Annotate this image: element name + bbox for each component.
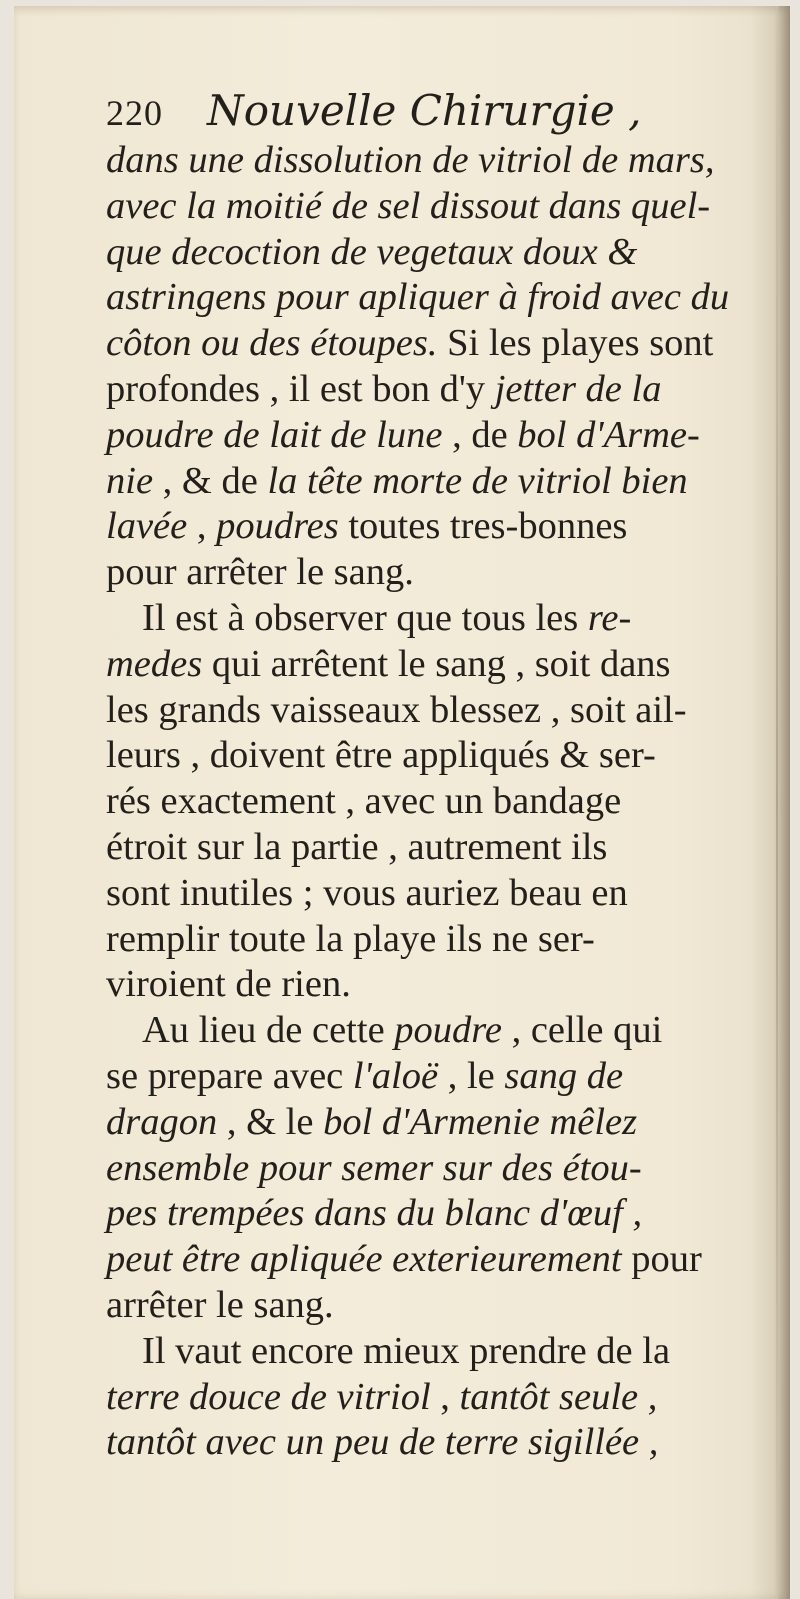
italic-text: re- bbox=[587, 596, 632, 639]
text-line bbox=[106, 275, 732, 321]
text-line bbox=[106, 367, 732, 413]
italic-text: avec la moitié de sel dissout dans quel- bbox=[106, 184, 711, 227]
text-line bbox=[106, 1375, 732, 1421]
italic-text: jetter de la bbox=[494, 367, 662, 410]
italic-text: poudres bbox=[216, 505, 339, 548]
page-number: 220 bbox=[106, 93, 163, 133]
italic-text: lavée bbox=[106, 505, 188, 548]
roman-text: rés exactement , avec un bandage bbox=[106, 780, 622, 823]
italic-text: dans une dissolution de vitriol de mars, bbox=[106, 139, 715, 181]
text-line bbox=[106, 1008, 732, 1054]
roman-text: étroit sur la partie , autrement ils bbox=[106, 825, 608, 868]
roman-text: leurs , doivent être appliqués & ser- bbox=[106, 734, 656, 777]
roman-text: profondes , il est bon d'y bbox=[106, 367, 495, 410]
italic-text: tantôt seule , bbox=[459, 1375, 658, 1418]
roman-text: pour arrêter le sang. bbox=[106, 551, 414, 594]
italic-text: ensemble pour semer sur des étou- bbox=[106, 1146, 642, 1189]
text-line bbox=[106, 962, 732, 1008]
roman-text: Il vaut encore mieux prendre de la bbox=[142, 1329, 671, 1372]
text-line bbox=[106, 1191, 732, 1237]
italic-text: sang de bbox=[504, 1054, 624, 1097]
italic-text: la tête morte de vitriol bien bbox=[267, 459, 688, 502]
text-line bbox=[106, 733, 732, 779]
italic-text: astringens pour apliquer à froid avec du bbox=[106, 276, 730, 319]
italic-text: dragon bbox=[106, 1100, 218, 1143]
text-line bbox=[106, 504, 732, 550]
text-line bbox=[106, 550, 732, 596]
text-line bbox=[106, 321, 732, 367]
roman-text: pour bbox=[621, 1238, 702, 1281]
text-line bbox=[106, 1100, 732, 1146]
page-edge bbox=[776, 6, 778, 1599]
italic-text: pes trempées dans du blanc d'œuf , bbox=[106, 1192, 643, 1235]
text-line bbox=[106, 1420, 732, 1466]
roman-text: Au lieu de cette bbox=[142, 1009, 395, 1052]
roman-text: viroient de rien. bbox=[106, 963, 351, 1006]
text-line bbox=[106, 688, 732, 734]
italic-text: l'aloë bbox=[352, 1054, 439, 1097]
italic-text: medes bbox=[106, 642, 203, 685]
text-line bbox=[106, 1054, 732, 1100]
italic-text: que decoction de vegetaux doux & bbox=[106, 230, 638, 273]
text-line bbox=[106, 825, 732, 871]
italic-text: terre douce de vitriol bbox=[106, 1375, 431, 1418]
text-line bbox=[106, 1283, 732, 1329]
italic-text: côton ou des étoupes. bbox=[106, 322, 438, 365]
roman-text: , celle qui bbox=[501, 1009, 663, 1052]
roman-text: , bbox=[187, 505, 217, 548]
paragraph-3 bbox=[106, 1008, 732, 1329]
italic-text: poudre bbox=[394, 1009, 502, 1052]
text-line bbox=[106, 917, 732, 963]
italic-text: bol d'Armenie mêlez bbox=[323, 1100, 638, 1143]
text-line bbox=[106, 871, 732, 917]
text-line bbox=[106, 779, 732, 825]
italic-text: bol d'Arme- bbox=[517, 413, 700, 456]
roman-text: remplir toute la playe ils ne ser- bbox=[106, 917, 595, 960]
italic-text: nie bbox=[106, 459, 154, 502]
text-line bbox=[106, 1146, 732, 1192]
text-line bbox=[106, 230, 732, 276]
roman-text: , bbox=[430, 1375, 460, 1418]
text-line bbox=[106, 596, 732, 642]
paragraph-4 bbox=[106, 1329, 732, 1466]
roman-text: les grands vaisseaux blessez , soit ail- bbox=[106, 688, 687, 731]
roman-text: , & de bbox=[153, 459, 268, 502]
italic-text: poudre de lait de lune bbox=[106, 413, 443, 456]
book-page bbox=[14, 6, 790, 1599]
running-title: Nouvelle Chirurgie , bbox=[207, 86, 642, 135]
running-header bbox=[106, 86, 732, 138]
text-block bbox=[106, 86, 732, 1466]
text-line bbox=[106, 138, 732, 184]
text-line bbox=[106, 184, 732, 230]
roman-text: Il est à observer que tous les bbox=[142, 596, 588, 639]
italic-text: peut être apliquée exterieurement bbox=[106, 1238, 622, 1281]
roman-text: arrêter le sang. bbox=[106, 1283, 334, 1326]
text-line bbox=[106, 459, 732, 505]
text-line bbox=[106, 642, 732, 688]
roman-text: qui arrêtent le sang , soit dans bbox=[202, 642, 671, 685]
roman-text: sont inutiles ; vous auriez beau en bbox=[106, 871, 628, 914]
italic-text: tantôt avec un peu de terre sigillée , bbox=[106, 1421, 659, 1464]
text-line bbox=[106, 413, 732, 459]
text-line bbox=[106, 1237, 732, 1283]
paragraph-2 bbox=[106, 596, 732, 1008]
spine-shadow bbox=[750, 6, 790, 1599]
text-line bbox=[106, 1329, 732, 1375]
roman-text: , le bbox=[438, 1054, 505, 1097]
roman-text: se prepare avec bbox=[106, 1054, 353, 1097]
roman-text: , & le bbox=[217, 1100, 324, 1143]
roman-text: toutes tres-bonnes bbox=[338, 505, 628, 548]
paragraph-1 bbox=[106, 138, 732, 596]
roman-text: , de bbox=[442, 413, 518, 456]
roman-text: Si les playes sont bbox=[437, 322, 714, 365]
